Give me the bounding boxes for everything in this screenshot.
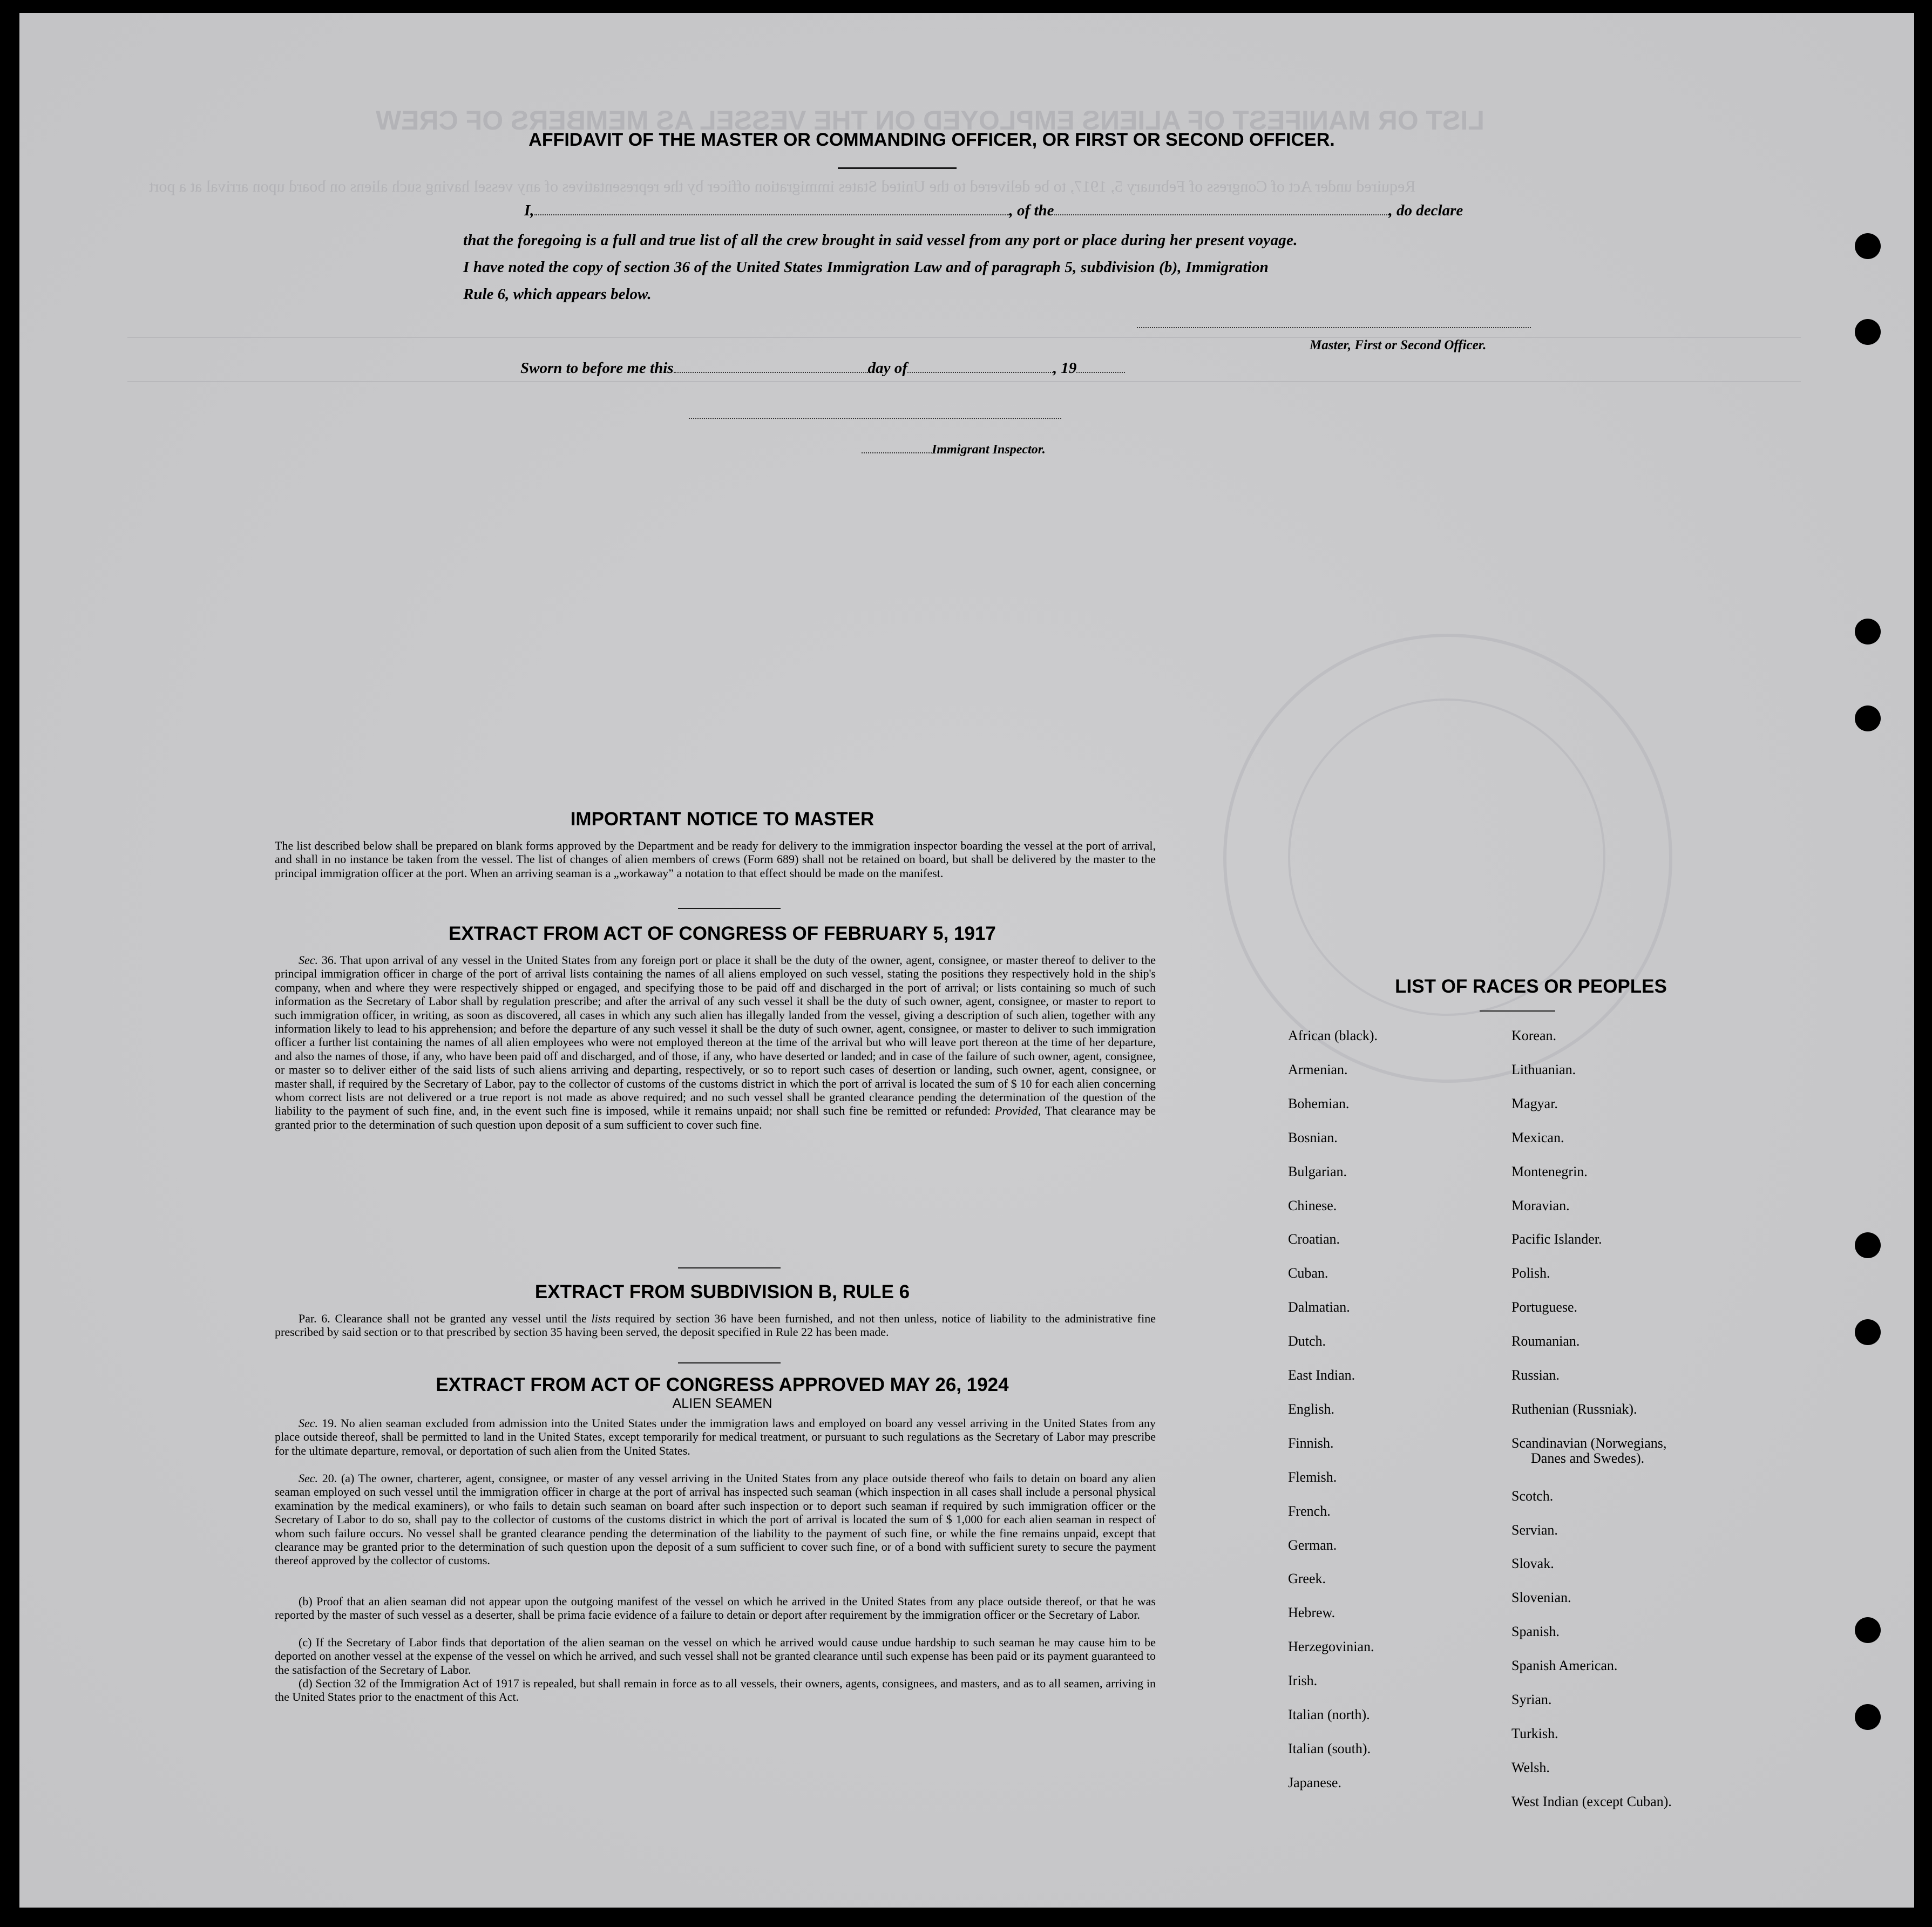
sec-36-text: 36. That upon arrival of any vessel in the United States from any foreign port or place it shall be the duty of the owner, agent, consignee, or master thereof to deliver to the principal immigration officer in charge of the port of arrival lists containing the names of all aliens employed on such vessel, stating the positions they respectively hold in the ship's company, when and where they were respectively shipped or engaged, and specifying those to be paid off and discharged in the port of arrival; or lists containing so much of such information as the Secretary of Labor shall by regulation prescribe; and after the arrival of any such vessel it shall be the duty of such owner, agent, consignee, or master to report to such immigration officer, in writing, as soon as discovered, all cases in which any such alien has illegally landed from the vessel, giving a description of such alien, together with any information likely to lead to his apprehension; and before the departure of any such vessel it shall be the duty of such owner, agent, consignee, or master to deliver to such immigration officer a further list containing the names of all alien employees who were not employed thereon at the time of the arrival but who will leave port thereon at the time of her departure, and also the names of those, if any, who have been paid off and discharged, and of those, if any, who have deserted or landed; and in case of the failure of such owner, agent, consignee, or master so to deliver either of the said lists of such aliens arriving and departing, respectively, or so to report such cases of desertion or landing, such owner, agent, consignee, or master shall, if required by the Secretary of Labor, pay to the collector of customs of the customs district in which the port of arrival is located the sum of $ 10 for each alien concerning whom correct lists are not delivered or a true report is not made as above required; and no such vessel shall be granted clearance pending the determination of the question of the liability to the payment of such fine, and, in the event such fine is imposed, while it remains unpaid; nor shall such fine be remitted or refunded:: [275, 953, 1156, 1118]
race-item: Spanish American.: [1511, 1658, 1618, 1674]
race-item: Spanish.: [1511, 1624, 1560, 1640]
extract-1917-title: EXTRACT FROM ACT OF CONGRESS OF FEBRUARY 5, 1917: [449, 923, 996, 944]
race-item: Servian.: [1511, 1522, 1558, 1538]
binder-hole: [1855, 705, 1881, 731]
sworn-month-blank[interactable]: [907, 372, 1053, 373]
extract-rule6-title: EXTRACT FROM SUBDIVISION B, RULE 6: [534, 1281, 910, 1302]
binder-hole: [1855, 233, 1881, 259]
document-page: [19, 13, 1914, 1908]
races-title-rule: [1480, 1010, 1555, 1012]
extract-1924-sec20d: (d) Section 32 of the Immigration Act of 1917 is repealed, but shall remain in force as to all vessels, their owners, agents, consignees, and masters, and as to all seamen, arriving in the United States prior to the enactment of this Act.: [275, 1677, 1156, 1704]
divider: [678, 1267, 781, 1268]
race-item: Mexican.: [1511, 1129, 1564, 1145]
race-item: Bohemian.: [1288, 1095, 1350, 1111]
inspector-caption: Immigrant Inspector.: [932, 443, 1046, 457]
race-item: Herzegovinian.: [1288, 1639, 1374, 1655]
sec-label: Sec.: [299, 1471, 318, 1485]
race-item: Bosnian.: [1288, 1129, 1338, 1145]
race-item: Croatian.: [1288, 1231, 1340, 1247]
sec-label: Sec.: [299, 953, 318, 967]
affidavit-line-4: Rule 6, which appears below.: [463, 286, 652, 303]
affidavit-line-3: I have noted the copy of section 36 of the United States Immigration Law and of paragraph 5, subdivision (b), Immigration: [463, 259, 1269, 276]
extract-1917-body: [275, 953, 1156, 1131]
race-item: Pacific Islander.: [1511, 1231, 1602, 1247]
affidavit-i-label: I,: [524, 202, 534, 219]
race-item: Danes and Swedes).: [1531, 1450, 1645, 1466]
signature-caption: Master, First or Second Officer.: [1310, 338, 1487, 352]
inspector-line: [862, 443, 1046, 457]
sec-label: Sec.: [299, 1416, 318, 1430]
race-item: Italian (south).: [1288, 1740, 1371, 1756]
notice-title: IMPORTANT NOTICE TO MASTER: [570, 809, 875, 830]
affidavit-declaration-line: [524, 202, 1539, 220]
race-item: Scotch.: [1511, 1488, 1554, 1504]
binder-hole: [1855, 1617, 1881, 1643]
race-item: Ruthenian (Russniak).: [1511, 1401, 1637, 1417]
race-item: Moravian.: [1511, 1197, 1570, 1213]
affidavit-title-rule: [838, 167, 957, 169]
proviso-text: That clearance may be granted prior to the determination of such question upon deposit of a sum sufficient to cover such fine.: [275, 1104, 1156, 1131]
extract-rule6-body: [275, 1312, 1156, 1339]
divider: [678, 1362, 781, 1363]
notice-text: The list described below shall be prepared on blank forms approved by the Department and be ready for delivery to the immigration inspector boarding the vessel at the port of arrival, and shall in no instance be taken from the vessel. The list of changes of alien members of crews (Form 689) shall not be retained on board, but shall be delivered by the master to the principal immigration officer at the port. When an arriving seaman is a „workaway” a notation to that effect should be made on the manifest.: [275, 839, 1156, 880]
extract-1924-title: EXTRACT FROM ACT OF CONGRESS APPROVED MAY 26, 1924: [436, 1374, 1009, 1395]
year-label: , 19: [1053, 359, 1077, 377]
extract-1924-subtitle: ALIEN SEAMEN: [672, 1396, 772, 1411]
race-item: Italian (north).: [1288, 1707, 1370, 1722]
race-item: Armenian.: [1288, 1061, 1348, 1077]
inspector-signature-line[interactable]: [689, 418, 1061, 419]
extract-1924-sec19: [275, 1416, 1156, 1457]
race-item: Irish.: [1288, 1673, 1318, 1689]
race-item: Portuguese.: [1511, 1299, 1578, 1315]
race-item: Montenegrin.: [1511, 1163, 1588, 1179]
race-item: African (black).: [1288, 1028, 1378, 1043]
affidavit-declare-label: , do declare: [1388, 202, 1463, 219]
affidavit-of-the-label: , of the: [1009, 202, 1054, 219]
race-item: Japanese.: [1288, 1774, 1341, 1790]
bleed-through-subheading: Required under Act of Congress of February 5, 1917, to be delivered to the United States immigration officer by the representatives of any vessel having such aliens on board upon arrival at a port: [149, 178, 1416, 195]
race-item: Bulgarian.: [1288, 1163, 1347, 1179]
race-item: Lithuanian.: [1511, 1061, 1576, 1077]
rule6-text-a: Par. 6. Clearance shall not be granted any vessel until the: [299, 1312, 587, 1325]
signature-line[interactable]: [1137, 327, 1531, 328]
race-item: Finnish.: [1288, 1435, 1334, 1451]
race-item: Cuban.: [1288, 1265, 1328, 1281]
extract-1924-sec20c: (c) If the Secretary of Labor finds that deportation of the alien seaman on the vessel on which he arrived would cause undue hardship to such seaman he may cause him to be deported on another vessel at the expense of the vessel on which he arrived, and such vessel shall not be granted clearance until such expense has been paid or its payment guaranteed to the satisfaction of the Secretary of Labor.: [275, 1636, 1156, 1677]
inspector-blank[interactable]: [862, 452, 932, 453]
affidavit-title: AFFIDAVIT OF THE MASTER OR COMMANDING OFFICER, OR FIRST OR SECOND OFFICER.: [528, 130, 1335, 150]
sec-19-text: 19. No alien seaman excluded from admission into the United States under the immigration laws and employed on board any vessel arriving in the United States from any place outside thereof, shall be permitted to land in the United States, except temporarily for medical treatment, or pursuant to such regulations as the Secretary of Labor may prescribe for the ultimate departure, removal, or deportation of such alien from the United States.: [275, 1416, 1156, 1457]
affidavit-line-2: that the foregoing is a full and true list of all the crew brought in said vessel from any port or place during her present voyage.: [463, 232, 1298, 249]
extract-1924-sec20b: (b) Proof that an alien seaman did not appear upon the outgoing manifest of the vessel on which he arrived in the United States from any place outside thereof, or that he was reported by the master of such vessel as a deserter, shall be prima facie evidence of a failure to detain or deport after requirement by the immigration officer or the Secretary of Labor.: [275, 1594, 1156, 1622]
race-item: Dutch.: [1288, 1333, 1326, 1349]
vessel-blank[interactable]: [1054, 214, 1389, 215]
binder-hole: [1855, 619, 1881, 644]
race-item: Korean.: [1511, 1028, 1557, 1043]
race-item: Turkish.: [1511, 1725, 1558, 1741]
race-item: Syrian.: [1511, 1692, 1552, 1707]
race-item: East Indian.: [1288, 1367, 1355, 1383]
race-item: Chinese.: [1288, 1197, 1337, 1213]
proviso-label: Provided,: [994, 1104, 1041, 1118]
race-item: Roumanian.: [1511, 1333, 1580, 1349]
sworn-line: [520, 359, 1125, 377]
race-item: Magyar.: [1511, 1095, 1558, 1111]
sworn-day-blank[interactable]: [674, 372, 868, 373]
bleed-through-heading: LIST OR MANIFEST OF ALIENS EMPLOYED ON THE VESSEL AS MEMBERS OF CREW: [376, 105, 1484, 135]
race-item: German.: [1288, 1537, 1337, 1553]
race-item: English.: [1288, 1401, 1334, 1417]
race-item: West Indian (except Cuban).: [1511, 1793, 1672, 1809]
race-item: Greek.: [1288, 1571, 1326, 1587]
binder-hole: [1855, 1704, 1881, 1730]
race-item: Welsh.: [1511, 1759, 1550, 1775]
binder-hole: [1855, 319, 1881, 345]
rule6-lists: lists: [591, 1312, 611, 1325]
race-item: Slovenian.: [1511, 1590, 1571, 1606]
binder-hole: [1855, 1319, 1881, 1345]
race-item: Flemish.: [1288, 1469, 1337, 1485]
divider: [678, 908, 781, 909]
binder-hole: [1855, 1232, 1881, 1258]
race-item: Slovak.: [1511, 1556, 1554, 1572]
race-item: Polish.: [1511, 1265, 1550, 1281]
race-item: Russian.: [1511, 1367, 1560, 1383]
extract-1924-sec20: [275, 1471, 1156, 1568]
race-item: French.: [1288, 1503, 1331, 1519]
races-title: LIST OF RACES OR PEOPLES: [1395, 976, 1667, 997]
sworn-year-blank[interactable]: [1076, 372, 1125, 373]
race-item: Scandinavian (Norwegians,: [1511, 1435, 1667, 1451]
race-item: Dalmatian.: [1288, 1299, 1350, 1315]
sec-20a-text: 20. (a) The owner, charterer, agent, consignee, or master of any vessel arriving in the United States from any place outside thereof who fails to detain on board any alien seaman employed on such vessel until the immigration officer in charge at the port of arrival has inspected such seaman (which inspection in all cases shall include a personal physical examination by the medical examiners), or who fails to detain such seaman on board after such inspection or to deport such seaman if required by such immigration officer or the Secretary of Labor to do so, shall pay to the collector of customs of the customs district in which the port of arrival is located the sum of $ 1,000 for each alien seaman in respect of whom such failure occurs. No vessel shall be granted clearance pending the determination of the liability to the payment of such fine, or while the fine remains unpaid, except that clearance may be granted prior to the determination of such question upon the deposit of a sum sufficient to cover such fine, or of a bond with sufficient surety to secure the payment thereof approved by the collector of customs.: [275, 1471, 1156, 1568]
day-of-label: day of: [867, 359, 907, 377]
rule6-text-b: required by section 36 have been furnished, and not then unless, notice of liability to the administrative fine prescribed by said section or to that prescribed by section 35 having been served, the deposit specified in Rule 22 has been made.: [275, 1312, 1156, 1339]
race-item: Hebrew.: [1288, 1605, 1336, 1621]
bleed-through-stamp-inner: [1288, 698, 1605, 1016]
name-blank[interactable]: [534, 214, 1009, 215]
sworn-label: Sworn to before me this: [520, 359, 674, 377]
